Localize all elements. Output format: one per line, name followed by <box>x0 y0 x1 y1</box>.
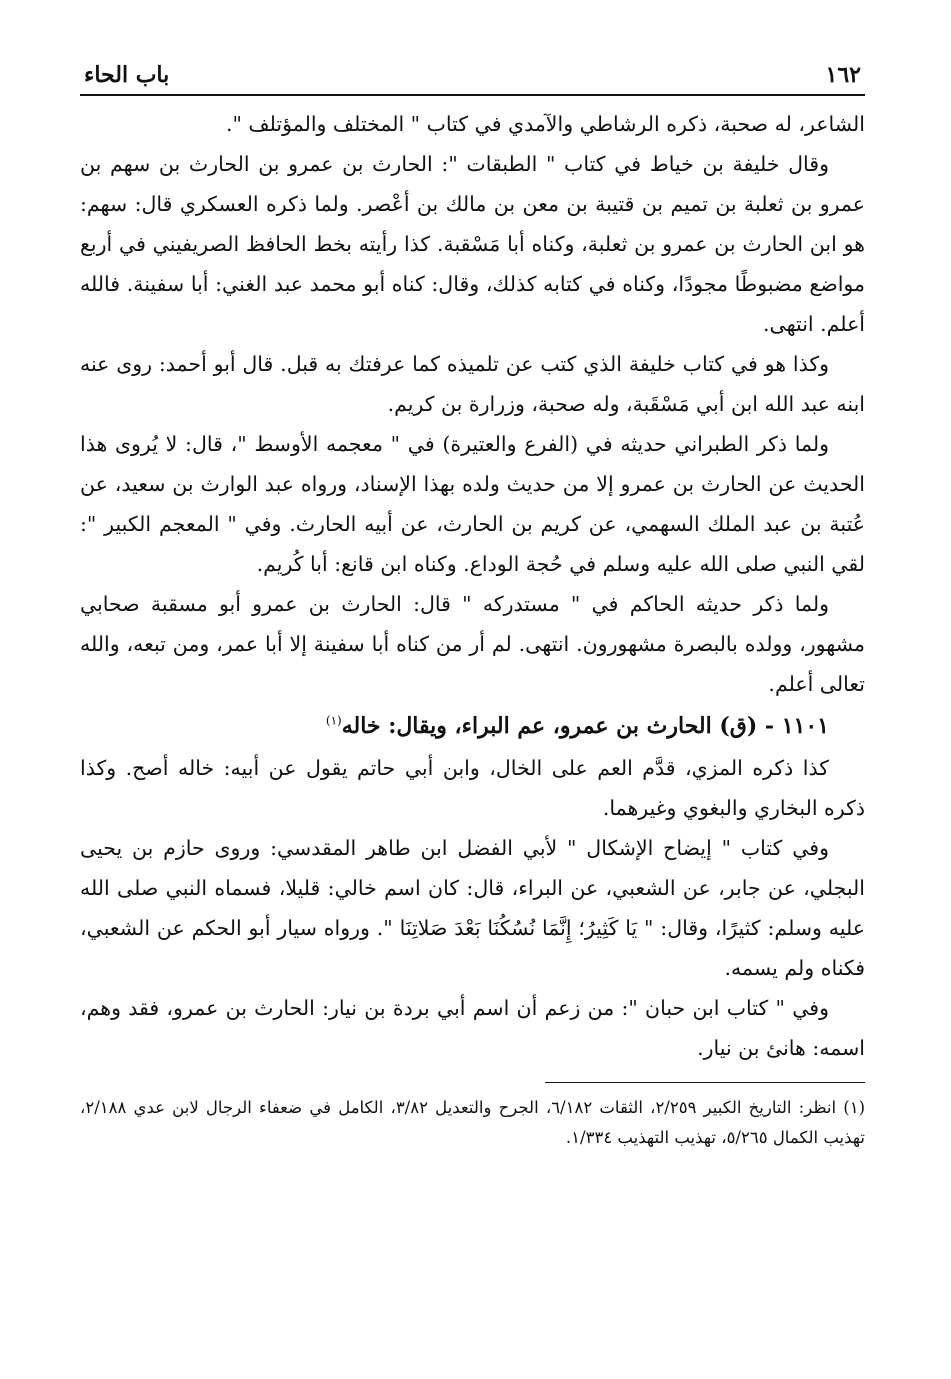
paragraph: وقال خليفة بن خياط في كتاب " الطبقات ": الحارث بن عمرو بن الحارث بن سهم بن عمرو بن ثعلبة بن تميم بن قتيبة بن معن بن مالك بن أعْصر. ولما ذكره العسكري قال: سهم: هو ابن الحارث بن عمرو بن ثعلبة، وكناه أبا مَسْقبة. كذا رأيته بخط الحافظ الصريفيني في أربع مواضع مضبوطًا مجودًا، وكناه في كتابه كذلك، وقال: كناه أبو محمد عبد الغني: أبا سفينة. فالله أعلم. انتهى. <box>80 152 865 336</box>
paragraph: كذا ذكره المزي، قدَّم العم على الخال، وابن أبي حاتم يقول عن أبيه: خاله أصح. وكذا ذكره البخاري والبغوي وغيرهما. <box>80 756 865 820</box>
footnote-divider <box>545 1082 865 1083</box>
paragraph: وفي " كتاب ابن حبان ": من زعم أن اسم أبي بردة بن نيار: الحارث بن عمرو، فقد وهم، اسمه: هانئ بن نيار. <box>80 996 865 1060</box>
paragraph: وفي كتاب " إيضاح الإشكال " لأبي الفضل ابن طاهر المقدسي: وروى حازم بن يحيى البجلي، عن جابر، عن الشعبي، عن البراء، قال: كان اسم خالي: قليلا، فسماه النبي صلى الله عليه وسلم: كثيرًا، وقال: " يَا كَثِيرُ؛ إِنَّمَا نُسُكُنَا بَعْدَ صَلاتِنَا ". ورواه سيار أبو الحكم عن الشعبي، فكناه ولم يسمه. <box>80 836 865 980</box>
entry-heading-text: ١١٠١ - (ق) الحارث بن عمرو، عم البراء، ويقال: خاله <box>341 713 829 739</box>
footnotes <box>80 1093 865 1153</box>
chapter-title: باب الحاء <box>84 62 170 88</box>
paragraph: ولما ذكر حديثه الحاكم في " مستدركه " قال: الحارث بن عمرو أبو مسقبة صحابي مشهور، وولده بالبصرة مشهورون. انتهى. لم أر من كناه أبا سفينة إلا أبا عمر، ومن تبعه، والله تعالى أعلم. <box>80 592 865 696</box>
footnote-marker[interactable]: (١) <box>325 713 342 728</box>
page-number: ١٦٢ <box>825 62 861 88</box>
paragraph: وكذا هو في كتاب خليفة الذي كتب عن تلميذه كما عرفتك به قبل. قال أبو أحمد: روى عنه ابنه عبد الله ابن أبي مَسْقَبة، وله صحبة، وزرارة بن كريم. <box>80 352 865 416</box>
main-text <box>80 104 865 1068</box>
entry-heading <box>80 704 865 748</box>
running-header <box>80 60 865 96</box>
paragraph: الشاعر، له صحبة، ذكره الرشاطي والآمدي في كتاب " المختلف والمؤتلف ". <box>225 112 865 136</box>
paragraph: ولما ذكر الطبراني حديثه في (الفرع والعتيرة) في " معجمه الأوسط "، قال: لا يُروى هذا الحديث عن الحارث بن عمرو إلا من حديث ولده بهذا الإسناد، ورواه عبد الوارث بن سعيد، عن عُتبة بن عبد الملك السهمي، عن كريم بن الحارث، عن أبيه الحارث. وفي " المعجم الكبير ": لقي النبي صلى الله عليه وسلم في حُجة الوداع. وكناه ابن قانع: أبا كُريم. <box>80 432 865 576</box>
footnote: (١) انظر: التاريخ الكبير ٢/٢٥٩، الثقات ٦/١٨٢، الجرح والتعديل ٣/٨٢، الكامل في ضعفاء الرجال لابن عدي ٢/١٨٨، تهذيب الكمال ٥/٢٦٥، تهذيب التهذيب ١/٣٣٤. <box>80 1098 865 1147</box>
